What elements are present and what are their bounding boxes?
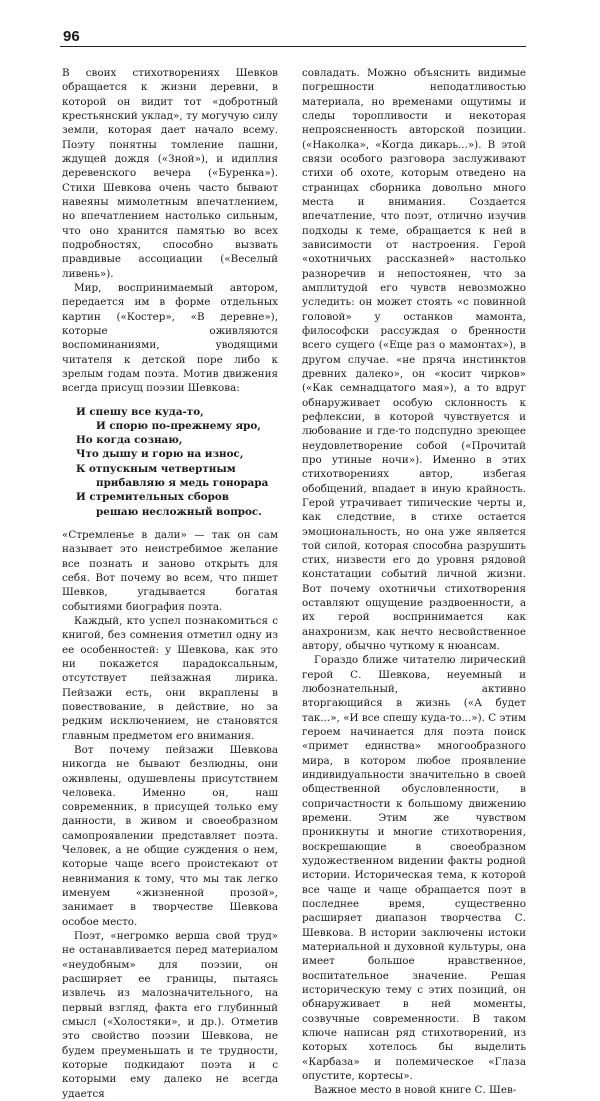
paragraph: Гораздо ближе читателю лирический герой С. Шевкова, неуемный и любознательный, активно вторгающийся в жизнь («А будет так...», «И все спешу куда-то...»). С этим героем начинается для поэта поиск «примет единства» многообразного мира, в котором любое проявление индивидуальности значительно в своей общественной обусловленности, в сопричастности к большому движению времени. Этим же чувством проникнуты и многие стихотворения, воскрешающие в своеобразном художественном видении факты родной истории. Историческая тема, к которой все чаще и чаще обращается поэт в последнее время, существенно расширяет диапазон творчества С. Шевкова. В истории заключены истоки материальной и духовной культуры, она имеет большое нравственное, воспитательное значение. Решая историческую тему с этих позиций, он обнаруживает в ней моменты, созвучные современности. В таком ключе написан ряд стихотворений, из которых хотелось бы выделить «Карбаза» и полемическое «Глаза опустите, кортесы». [302,654,526,1082]
poem-line: И спешу все куда-то, [76,405,204,418]
poem-line: И спорю по-прежнему яро, [96,419,261,432]
poem-excerpt [76,405,278,519]
poem-line: решаю несложный вопрос. [96,505,262,518]
poem-line: И стремительных сборов [76,491,229,504]
right-column [302,66,526,1098]
paragraph: В своих стихотворениях Шевков обращается к жизни деревни, в которой он видит тот «добротный крестьянский уклад», ту могучую силу земли, которая дает начало всему. Поэту понятны томление пашни, ждущей дождя («Зной»), и идиллия деревенского вечера («Буренка»). Стихи Шевкова очень часто бывают навеяны мимолетным впечатлением, но впечатлением настолько сильным, что оно хранится памятью во всех подробностях, способно вызвать правдивые ассоциации («Веселый ливень»). [62,67,278,280]
paragraph: Мир, воспринимаемый автором, передается им в форме отдельных картин («Костер», «В деревне»), которые оживляются воспоминаниями, уводящими читателя к детской поре либо к зрелым годам поэта. Мотив движения всегда присущ поэзии Шевкова: [62,281,278,395]
paragraph: Каждый, кто успел познакомиться с книгой, без сомнения отметил одну из ее особенностей: у Шевкова, как это ни покажется парадоксальным, отсутствует пейзажная лирика. Пейзажи есть, они вкраплены в повествование, в действие, но за редким исключением, не становятся главным предметом его внимания. [62,614,278,742]
left-column [62,66,278,1101]
paragraph: «Стремленье в дали» — так он сам называет это неистребимое желание все познать и заново открыть для себя. Вот почему во всем, что пишет Шевков, угадывается богатая событиями биография поэта. [62,528,278,613]
paragraph: Важное место в новой книге С. Шев- [314,1084,517,1097]
paragraph: совладать. Можно объяснить видимые погрешности неподатливостью материала, но временами ощутимы и следы торопливости и некоторая непроясненность авторской позиции. («Наколка», «Когда дикарь...»). В этой связи особого разговора заслуживают стихи об охоте, которым отведено на страницах сборника довольно много места и внимания. Создается впечатление, что поэт, отлично изучив подходы к теме, обращается к ней в зависимости от настроения. Герой «охотничьих рассказней» настолько разноречив и непостоянен, что за амплитудой его чувств невозможно уследить: он может стоять «с повинной головой» у останков мамонта, философски рассуждая о бренности всего сущего («Еще раз о мамонтах»), в другом случае. «не пряча инстинктов древних далеко», он «косит чирков» («Как семнадцатого мая»), а то вдруг обнаруживает особую склонность к рефлексии, в которой чувствуется и любование и где-то подспудно зреющее неудовлетворение собой («Прочитай про утиные ночи»). Именно в этих стихотворениях автор, избегая обобщений, впадает в иную крайность. Герой утрачивает типические черты и, как следствие, в стихе остается эмоциональность, но она уже является той силой, которая способна разрушить стих, низвести его до уровня рядовой констатации событий личной жизни. Вот почему охотничьи стихотворения оставляют ощущение раздвоенности, а их герой воспринимается как анахронизм, как нечто несвойственное автору, обычно чуткому к нюансам. [302,67,526,653]
poem-line: прибавляю я медь гонорара [96,477,269,490]
paragraph: Поэт, «негромко верша свой труд» не останавливается перед материалом «неудобным» для поэзии, он расширяет ее границы, пытаясь извлечь из малозначительного, на первый взгляд, факта его глубинный смысл («Холостяки», и др.). Отметив это свойство поэзии Шевкова, не будем преуменьшать и те трудности, которые подкидают поэта и с которыми ему далеко не всегда удается [62,930,278,1100]
header-rule [60,46,526,47]
paragraph: Вот почему пейзажи Шевкова никогда не бывают безлюдны, они оживлены, одушевлены присутствием человека. Именно он, наш современник, в присущей только ему данности, в живом и своеобразном самопроявлении представляет поэта. Человек, а не общие суждения о нем, которые чаще всего проистекают от невнимания к тому, что мы так легко именуем «жизненной прозой», занимает в творчестве Шевкова особое место. [62,743,278,928]
poem-line: Что дышу и горю на износ, [76,448,244,461]
poem-line: К отпускным четвертным [76,462,236,475]
poem-line: Но когда сознаю, [76,434,183,447]
page-number: 96 [63,28,80,45]
